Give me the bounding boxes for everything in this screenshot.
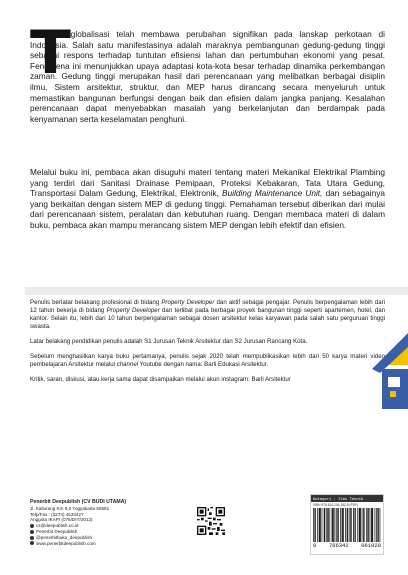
publisher-address: Jl. Kaliurang Km 9,3 Yogyakarta 55581 <box>30 505 110 511</box>
author-bio-2: Latar belakang pendidikan penulis adalah S1 Jurusan Teknik Arsitektur dan S2 Jurusan Rancang Kota. <box>30 338 308 345</box>
isbn-digit-group-2: 061028 <box>361 542 381 549</box>
isbn-digit-group-1: 786342 <box>328 542 349 549</box>
content-text-emphasis: Building Maintenance Unit, <box>222 188 323 199</box>
publisher-name: Penerbit Deepublish (CV BUDI UTAMA) <box>30 499 127 505</box>
isbn-digit-lead: 9 <box>313 542 317 549</box>
house-decoration-icon <box>368 313 408 433</box>
content-text-a: Melalui buku ini, pembaca akan disuguhi materi tentang materi Mekanikal Elektrikal Plambing yang terdiri dari Sanitasi Drainase Pemipaan, Proteksi Kebakaran, Tata Utara Gedung, Transportasi Dalam Gedung, Elektrikal, Elektronik, <box>30 167 385 199</box>
publisher-phone: Telp/Fax : (0274) 4533427 <box>30 511 84 517</box>
isbn-small-text: ISBN 978-634-206-182-8 (PDF) <box>313 503 359 507</box>
qr-code-icon <box>197 507 225 535</box>
globe-icon <box>30 541 34 545</box>
publisher-info <box>30 500 126 546</box>
publisher-email-row: cs@deepublish.co.id <box>30 523 126 529</box>
intro-paragraph-text: ren globalisasi telah membawa perubahan signifikan pada lanskap perkotaan di Indonesia. Salah satu manifestasinya adalah maraknya pembangunan gedung-gedung tinggi sebagai respons terhadap tuntutan efisiensi lahan dan pertumbuhan ekonomi yang pesat. Fenomena ini menunjukkan upaya adaptasi kota-kota besar terhadap dinamika perkembangan zaman. Gedung tinggi merupakan hasil dari perencanaan yang melibatkan berbagai disiplin ilmu. Sistem arsitektur, struktur, dan MEP harus dirancang secara menyeluruh untuk memastikan bangunan berfungsi dengan baik dan efisien dalam jangka panjang. Kesalahan perencanaan dapat menyebabkan masalah yang berkelanjutan dan berdampak pada kenyamanan serta keselamatan penghuni. <box>30 29 385 124</box>
barcode-icon <box>313 508 381 542</box>
drop-cap: T <box>30 18 71 88</box>
author-bio-3: Sebelum menghasilkan karya buku pertamanya, penulis sejak 2020 telah mempublikasikan lebih dari 50 karya materi video pembelajaran Arsitektur melalui channel Youtube dengan nama: Barli Edukasi Arsitektur. <box>30 353 385 368</box>
isbn-box <box>310 494 384 555</box>
author-bio <box>30 299 385 391</box>
email-icon <box>30 524 34 528</box>
publisher-facebook-row: Penerbit Deepublish <box>30 529 126 535</box>
publisher-ikapi: Anggota IKAPI (076/DIY/2012) <box>30 517 93 523</box>
publisher-website-row: www.penerbitdeepublish.com <box>30 541 126 547</box>
publisher-instagram-row: @penerbitbuku_deepublish <box>30 535 126 541</box>
content-paragraph <box>30 167 385 231</box>
intro-paragraph <box>30 29 385 124</box>
isbn-digits <box>313 542 381 549</box>
content-text-b: dan sebagainya yang berkaitan dengan sistem MEP di gedung tinggi. Pemahaman tersebut diberikan dari mulai dari perencanaan sistem, peralatan dan kebutuhan ruang. Dengan membaca materi di dalam buku, pembaca akan mampu merancang sistem MEP dengan lebih efektif dan efisien. <box>30 188 385 230</box>
category-label: Kategori : Ilmu Teknik <box>311 495 383 502</box>
facebook-icon <box>30 530 34 534</box>
section-divider <box>25 287 408 295</box>
author-bio-4: Kritik, saran, diskusi, atau kerja sama dapat disampaikan melalui akun instagram: Barli Arsitektur <box>30 376 291 383</box>
instagram-icon <box>30 536 34 540</box>
author-bio-1: Penulis berlatar belakang profesional di bidang Property Developer dan aktif sebagai pengajar. Penulis berpengalaman lebih dari 12 tahun bekerja di bidang Property Developer dan terlibat pada berbagai proyek bangunan tinggi seperti apartemen, hotel, dan kantor. Selain itu, lebih dari 10 tahun berpengalaman sebagai dosen arsitektur kelas karyawan pada salah satu perguruan tinggi swasta. <box>30 299 386 330</box>
